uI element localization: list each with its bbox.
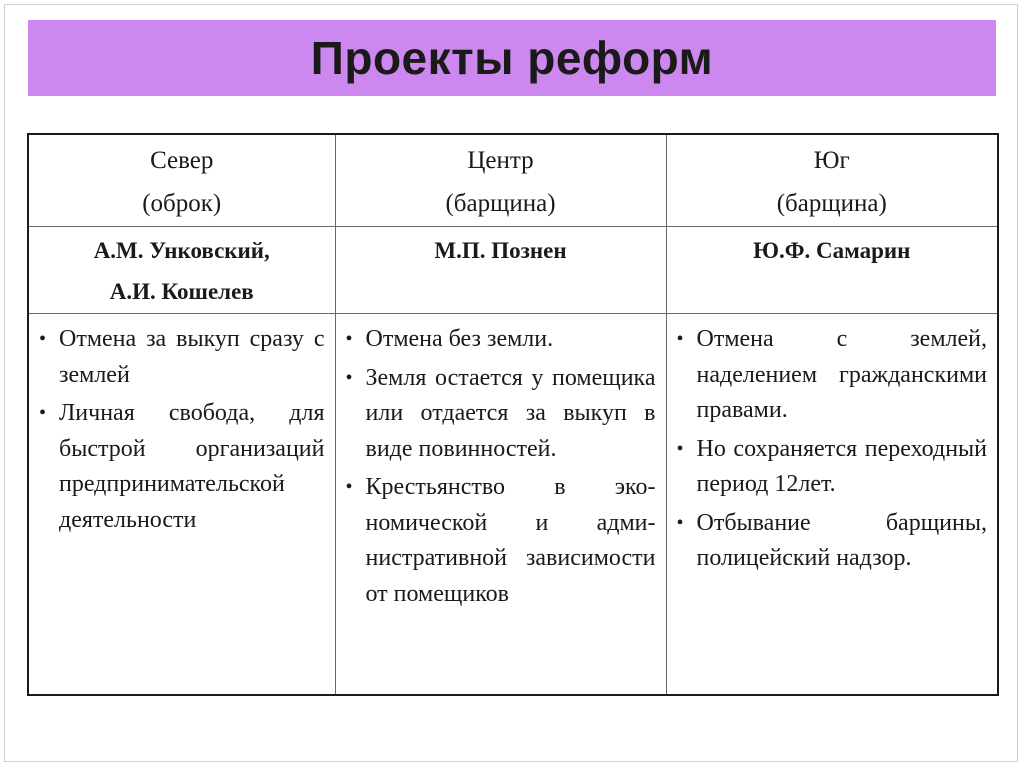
author-name: А.И. Кошелев — [109, 279, 254, 304]
duty-label: (барщина) — [445, 190, 556, 217]
reform-projects-table — [27, 133, 999, 696]
bullet-list — [344, 322, 656, 612]
list-item — [37, 396, 325, 538]
authors-north — [28, 227, 335, 314]
list-item — [37, 322, 325, 393]
column-header-south — [666, 134, 998, 227]
points-center — [335, 314, 666, 695]
list-item — [675, 506, 988, 577]
column-header-center — [335, 134, 666, 227]
region-label: Центр — [467, 147, 534, 174]
region-label: Север — [150, 147, 214, 174]
bullet-icon: • — [39, 402, 47, 424]
authors-center — [335, 227, 666, 314]
authors-row — [28, 227, 998, 314]
list-item — [344, 322, 656, 358]
bullet-icon: • — [676, 328, 684, 350]
column-header-north — [28, 134, 335, 227]
region-label: Юг — [813, 147, 850, 174]
list-item-text: Отмена за выкуп сразу с землей — [59, 326, 325, 388]
points-north — [28, 314, 335, 695]
bullet-icon: • — [676, 511, 684, 534]
list-item-text: Земля остается у помещика или отдается за выкуп в виде повинностей. — [365, 364, 656, 462]
page-title: Проекты реформ — [310, 32, 714, 84]
points-south — [666, 314, 998, 695]
duty-label: (оброк) — [142, 190, 222, 217]
bullet-list — [675, 322, 988, 577]
table-header-row — [28, 134, 998, 227]
list-item-text: Отмена без земли. — [365, 326, 554, 352]
list-item-text: Крестьянство в экономической и административной зависимости от помещиков — [365, 474, 656, 607]
author-name: Ю.Ф. Самарин — [753, 238, 911, 263]
author-name: А.М. Унковский, — [93, 238, 270, 263]
bullet-icon: • — [676, 437, 684, 460]
list-item — [675, 432, 988, 503]
title-banner — [28, 20, 996, 96]
bullet-icon: • — [39, 328, 47, 350]
duty-label: (барщина) — [776, 190, 887, 217]
list-item — [344, 361, 656, 468]
list-item-text: Но сохраняется переходный период 12лет. — [696, 435, 987, 497]
bullet-list — [37, 322, 325, 538]
authors-south — [666, 227, 998, 314]
bullet-icon: • — [345, 476, 353, 498]
bullet-icon: • — [345, 328, 353, 350]
bullet-icon: • — [345, 366, 353, 389]
list-item-text: Личная свобода, для быстрой организаций предпринимательской деятельности — [59, 400, 325, 533]
points-row — [28, 314, 998, 695]
author-name: М.П. Познен — [434, 238, 567, 263]
list-item — [675, 322, 988, 429]
list-item — [344, 470, 656, 612]
list-item-text: Отмена с землей, наделением гражданскими правами. — [696, 326, 987, 423]
list-item-text: Отбывание барщины, полицейский надзор. — [696, 509, 987, 571]
